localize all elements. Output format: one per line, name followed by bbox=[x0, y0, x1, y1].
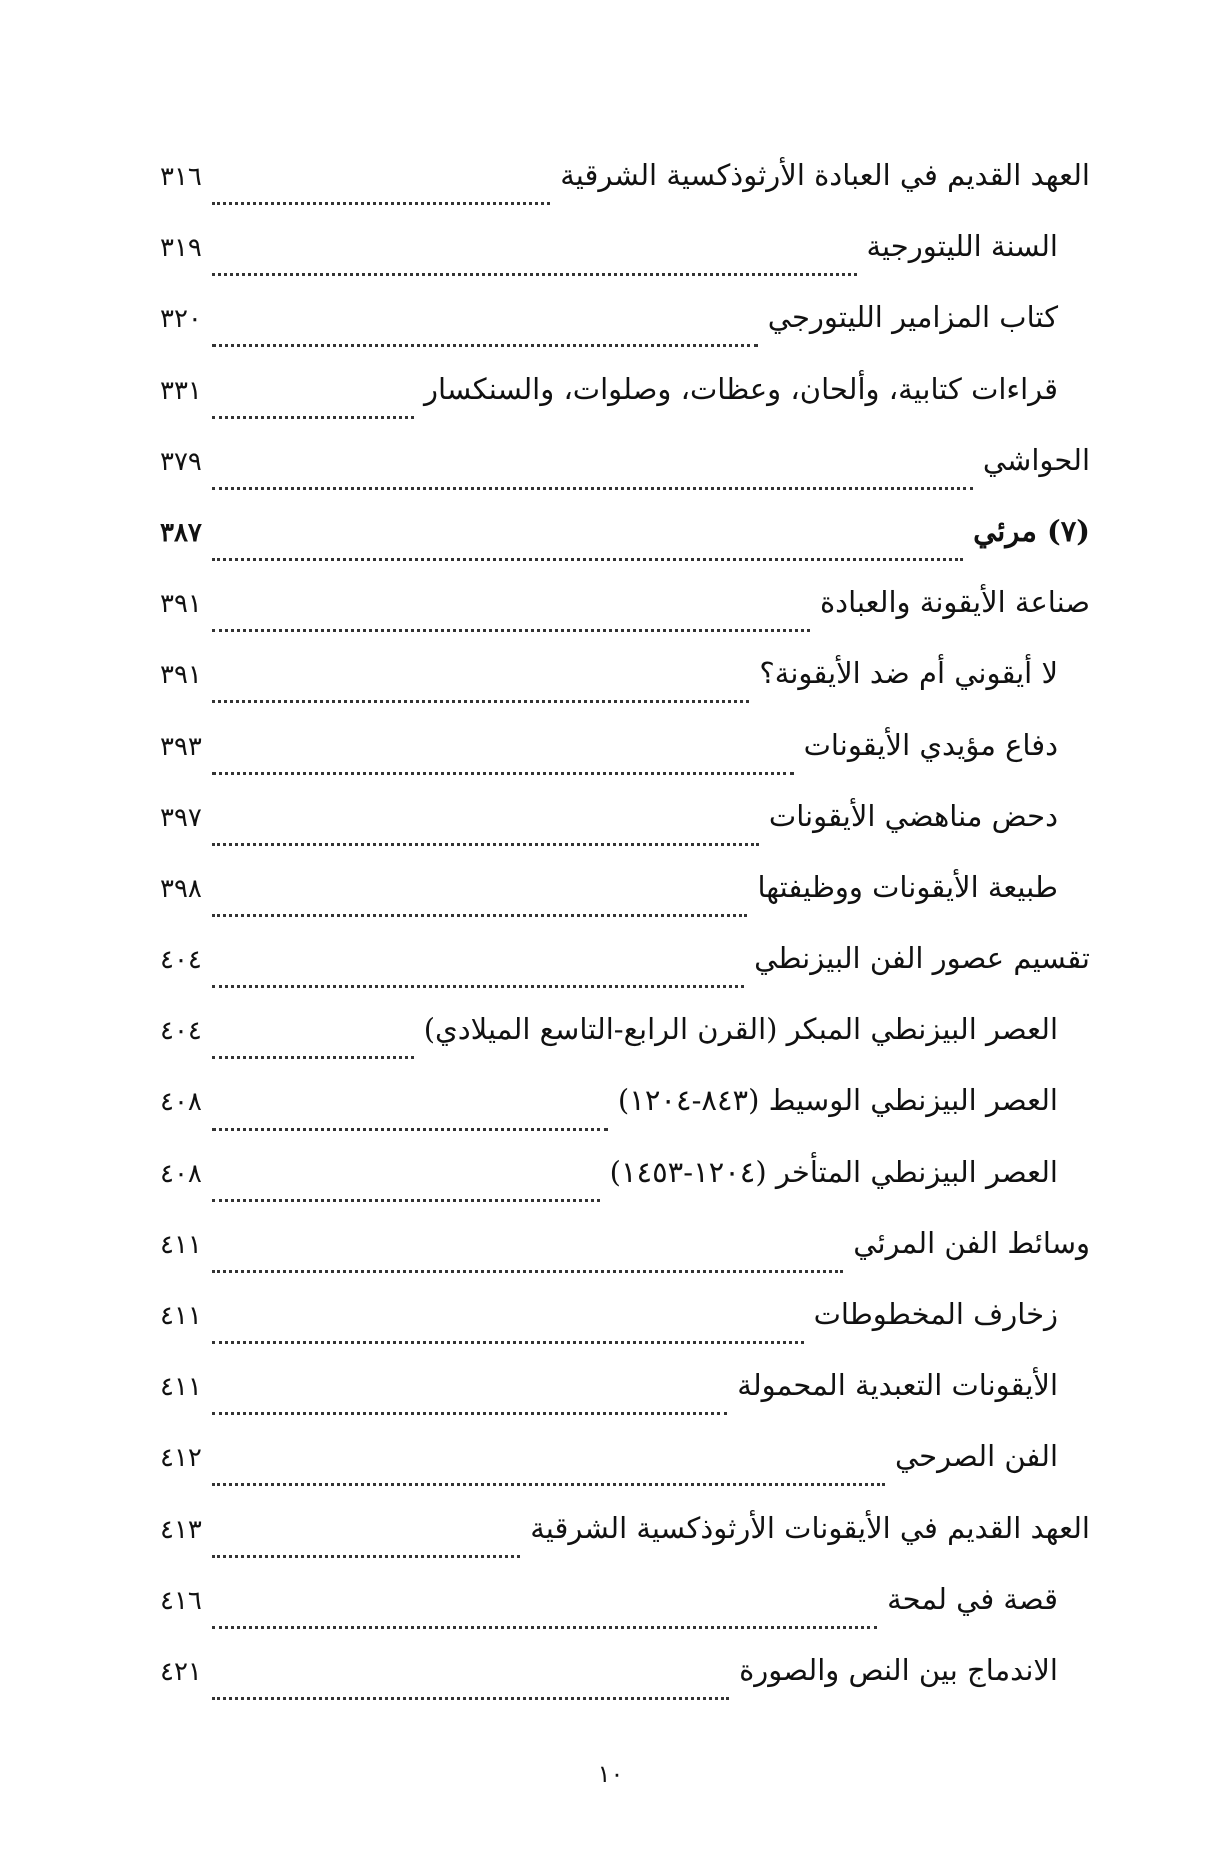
toc-entry bbox=[160, 372, 1090, 443]
toc-entry bbox=[160, 1083, 1090, 1154]
toc-entry bbox=[160, 1297, 1090, 1368]
dot-leader bbox=[212, 1483, 885, 1486]
toc-entry bbox=[160, 1368, 1090, 1439]
toc-entry-title: صناعة الأيقونة والعبادة bbox=[819, 585, 1090, 620]
toc-entry bbox=[160, 229, 1090, 300]
dot-leader bbox=[212, 1270, 843, 1273]
toc-entry-title: العصر البيزنطي المتأخر (١٢٠٤-١٤٥٣) bbox=[609, 1154, 1058, 1189]
toc-entry bbox=[160, 799, 1090, 870]
toc-entry bbox=[160, 514, 1090, 585]
dot-leader bbox=[212, 772, 794, 775]
toc-entry-title: كتاب المزامير الليتورجي bbox=[767, 300, 1058, 335]
dot-leader bbox=[212, 416, 414, 419]
toc-entry-title: العهد القديم في الأيقونات الأرثوذكسية الشرقية bbox=[530, 1510, 1090, 1545]
toc-entry-title: (٧) مرئي bbox=[973, 513, 1090, 548]
toc-entry-page: ٣١٦ bbox=[160, 162, 202, 192]
toc-entry-page: ٤٠٨ bbox=[160, 1158, 202, 1189]
toc-entry bbox=[160, 1653, 1090, 1724]
dot-leader bbox=[212, 487, 973, 490]
dot-leader bbox=[212, 1697, 729, 1700]
toc-entry bbox=[160, 1012, 1090, 1083]
toc-entry bbox=[160, 870, 1090, 941]
dot-leader bbox=[212, 1555, 520, 1558]
toc-entry bbox=[160, 585, 1090, 656]
dot-leader bbox=[212, 700, 749, 703]
toc-entry bbox=[160, 1226, 1090, 1297]
toc-entry-page: ٣٩١ bbox=[160, 589, 202, 620]
toc-entry-title: لا أيقوني أم ضد الأيقونة؟ bbox=[759, 656, 1058, 691]
toc-entry-title: الاندماج بين النص والصورة bbox=[739, 1652, 1058, 1687]
toc-entry-page: ٤١١ bbox=[160, 1301, 202, 1331]
toc-entry-title: الفن الصرحي bbox=[895, 1439, 1058, 1474]
toc-entry bbox=[160, 1582, 1090, 1653]
toc-entry bbox=[160, 656, 1090, 727]
toc-entry-page: ٣٧٩ bbox=[160, 446, 202, 477]
toc-entry-title: السنة الليتورجية bbox=[866, 229, 1058, 264]
toc-entry-page: ٤١٦ bbox=[160, 1585, 202, 1616]
toc-entry-page: ٤٢١ bbox=[160, 1656, 202, 1687]
dot-leader bbox=[212, 914, 748, 917]
toc-entry-page: ٣٣١ bbox=[160, 375, 202, 406]
toc-entry bbox=[160, 1155, 1090, 1226]
dot-leader bbox=[212, 1128, 608, 1131]
toc-entry-page: ٤٠٤ bbox=[160, 945, 202, 976]
toc-entry-title: الحواشي bbox=[982, 442, 1090, 477]
toc-entry-page: ٣٩١ bbox=[160, 660, 202, 691]
toc-entry-page: ٣١٩ bbox=[160, 233, 202, 264]
dot-leader bbox=[212, 1199, 600, 1202]
toc-entry bbox=[160, 443, 1090, 514]
toc-entry-title: دفاع مؤيدي الأيقونات bbox=[803, 727, 1058, 762]
toc-entry-title: العهد القديم في العبادة الأرثوذكسية الشرقية bbox=[560, 158, 1090, 192]
toc-entry-page: ٣٩٧ bbox=[160, 802, 202, 833]
toc-entry-page: ٤١٣ bbox=[160, 1514, 202, 1545]
toc-entry-title: العصر البيزنطي المبكر (القرن الرابع-التاسع الميلادي) bbox=[423, 1012, 1058, 1047]
toc-entry bbox=[160, 300, 1090, 371]
dot-leader bbox=[212, 1626, 877, 1629]
toc-entry-title: العصر البيزنطي الوسيط (٨٤٣-١٢٠٤) bbox=[617, 1083, 1058, 1118]
table-of-contents bbox=[160, 158, 1090, 1724]
toc-entry-page: ٤١٢ bbox=[160, 1443, 202, 1474]
toc-entry bbox=[160, 941, 1090, 1012]
page-number: ١٠ bbox=[597, 1760, 624, 1788]
toc-entry-title: تقسيم عصور الفن البيزنطي bbox=[754, 941, 1090, 976]
dot-leader bbox=[212, 344, 758, 347]
toc-entry-page: ٣٩٣ bbox=[160, 731, 202, 762]
toc-entry-title: وسائط الفن المرئي bbox=[853, 1225, 1090, 1260]
dot-leader bbox=[212, 202, 550, 205]
toc-entry-page: ٤٠٨ bbox=[160, 1087, 202, 1118]
toc-entry-page: ٤١١ bbox=[160, 1372, 202, 1403]
dot-leader bbox=[212, 843, 759, 846]
toc-entry-page: ٤١١ bbox=[160, 1229, 202, 1260]
toc-entry-page: ٤٠٤ bbox=[160, 1016, 202, 1047]
dot-leader bbox=[212, 985, 744, 988]
toc-entry-title: قصة في لمحة bbox=[887, 1581, 1058, 1616]
toc-entry-title: طبيعة الأيقونات ووظيفتها bbox=[757, 869, 1058, 904]
toc-entry-page: ٣٨٧ bbox=[160, 517, 202, 548]
dot-leader bbox=[212, 558, 963, 561]
toc-entry bbox=[160, 158, 1090, 229]
toc-entry-title: زخارف المخطوطات bbox=[813, 1297, 1058, 1331]
toc-entry-title: دحض مناهضي الأيقونات bbox=[768, 798, 1058, 833]
toc-entry bbox=[160, 1439, 1090, 1510]
toc-entry bbox=[160, 728, 1090, 799]
toc-entry-page: ٣٩٨ bbox=[160, 873, 202, 904]
dot-leader bbox=[212, 1341, 804, 1344]
dot-leader bbox=[212, 1056, 414, 1059]
toc-entry-title: الأيقونات التعبدية المحمولة bbox=[737, 1368, 1058, 1403]
toc-entry-title: قراءات كتابية، وألحان، وعظات، وصلوات، والسنكسار bbox=[423, 371, 1058, 406]
dot-leader bbox=[212, 273, 857, 276]
dot-leader bbox=[212, 1412, 727, 1415]
toc-entry-page: ٣٢٠ bbox=[160, 304, 202, 335]
dot-leader bbox=[212, 629, 810, 632]
toc-entry bbox=[160, 1511, 1090, 1582]
